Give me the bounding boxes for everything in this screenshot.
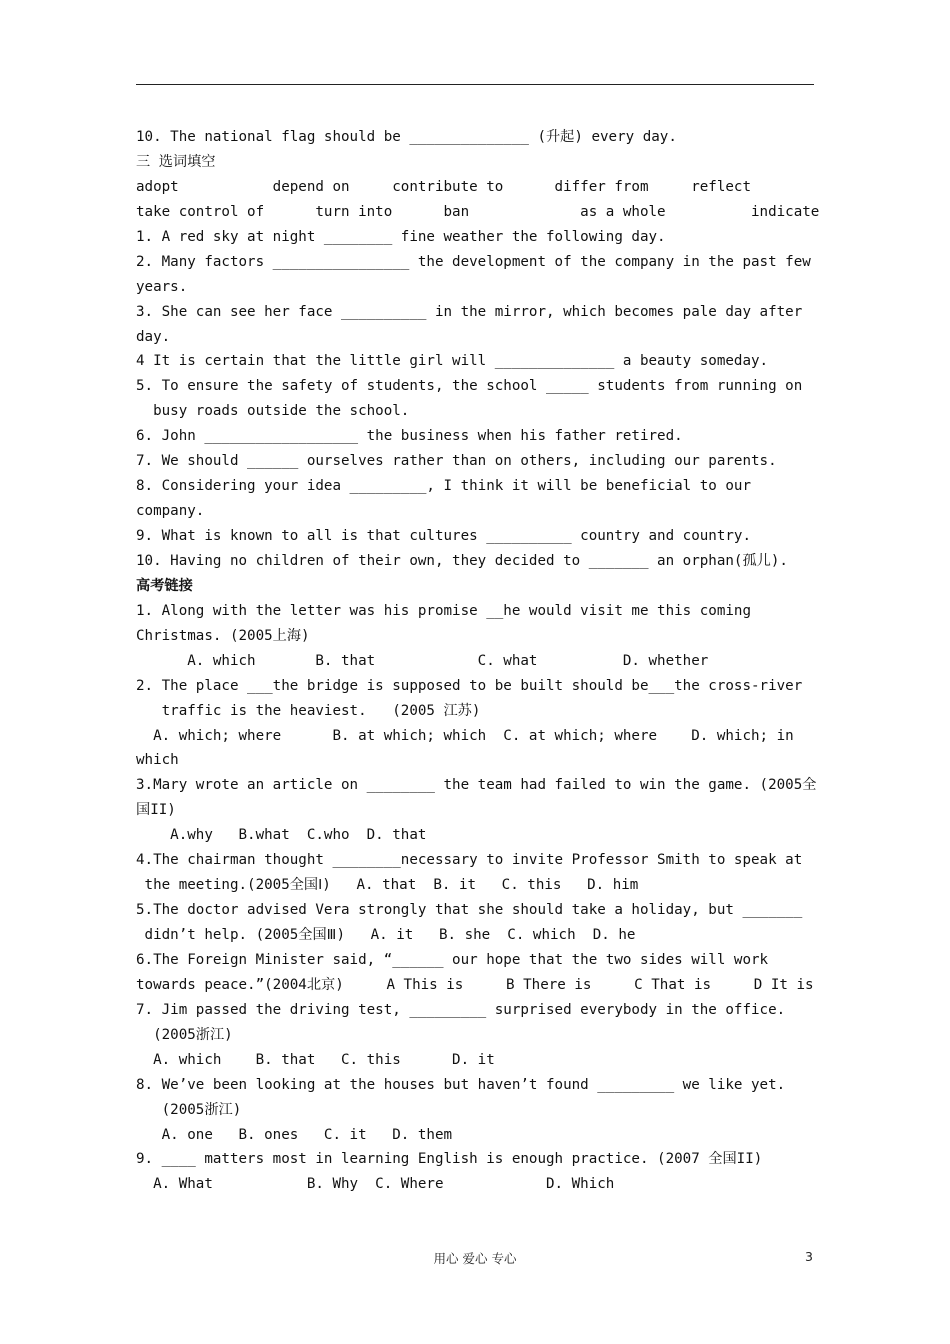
word-bank-row: adopt depend on contribute to differ from reflect [136, 178, 751, 195]
page-number: 3 [805, 1249, 813, 1264]
text-line: 5.The doctor advised Vera strongly that she should take a holiday, but _______ [136, 902, 803, 919]
text-line: company. [136, 503, 205, 520]
text-line: 6.The Foreign Minister said, “______ our hope that the two sides will work [136, 951, 769, 968]
text-line: 国II) [136, 802, 176, 819]
text-line: 4 It is certain that the little girl will ______________ a beauty someday. [136, 353, 769, 370]
text-line: towards peace.”(2004北京) A This is B There is C That is D It is [136, 976, 814, 993]
text-line: 5. To ensure the safety of students, the school _____ students from running on [136, 378, 803, 395]
text-line: 9. What is known to all is that cultures __________ country and country. [136, 528, 751, 544]
section-heading-gaokao: 高考链接 [136, 577, 193, 594]
text-line: 7. We should ______ ourselves rather than on others, including our parents. [136, 453, 777, 470]
text-line: 8. We’ve been looking at the houses but haven’t found _________ we like yet. [136, 1076, 786, 1093]
text-line: busy roads outside the school. [136, 403, 410, 420]
text-line: (2005浙江) [136, 1101, 242, 1118]
text-line: 3.Mary wrote an article on ________ the team had failed to win the game. (2005全 [136, 777, 817, 794]
text-line: years. [136, 278, 188, 295]
options-line: A.why B.what C.who D. that [136, 827, 427, 844]
text-line: 2. The place ___the bridge is supposed to be built should be___the cross-river [136, 677, 803, 694]
text-line: 3. She can see her face __________ in the mirror, which becomes pale day after [136, 303, 803, 320]
word-bank-row: take control of turn into ban as a whole indicate [136, 203, 820, 220]
section-heading: 三 选词填空 [136, 153, 216, 170]
text-line: didn’t help. (2005全国Ⅲ) A. it B. she C. which D. he [136, 927, 636, 943]
text-line: day. [136, 328, 171, 345]
text-line: the meeting.(2005全国Ⅰ) A. that B. it C. this D. him [136, 877, 639, 894]
text-line: 10. The national flag should be ______________ (升起) every day. [136, 129, 677, 145]
text-line: 4.The chairman thought ________necessary to invite Professor Smith to speak at [136, 852, 803, 869]
text-line: 9. ____ matters most in learning English is enough practice. (2007 全国II) [136, 1151, 763, 1168]
text-line: 10. Having no children of their own, they decided to _______ an orphan(孤儿). [136, 552, 788, 569]
text-line: Christmas. (2005上海) [136, 627, 310, 644]
text-line: 1. A red sky at night ________ fine weather the following day. [136, 228, 666, 245]
options-line: A. one B. ones C. it D. them [136, 1126, 453, 1143]
text-line: (2005浙江) [136, 1026, 233, 1043]
options-line: A. What B. Why C. Where D. Which [136, 1176, 615, 1193]
text-line: 2. Many factors ________________ the development of the company in the past few [136, 253, 811, 270]
options-line: A. which B. that C. this D. it [136, 1051, 495, 1068]
text-line: 8. Considering your idea _________, I think it will be beneficial to our [136, 478, 751, 495]
text-line: 7. Jim passed the driving test, _________ surprised everybody in the office. [136, 1001, 786, 1018]
options-line: A. which; where B. at which; which C. at which; where D. which; in [136, 727, 794, 744]
text-line: traffic is the heaviest. (2005 江苏) [136, 702, 481, 719]
document-body [136, 125, 820, 1197]
page-footer: 用心 爱心 专心 [433, 1251, 517, 1266]
options-line: A. which B. that C. what D. whether [136, 652, 709, 669]
text-line: 1. Along with the letter was his promise __he would visit me this coming [136, 602, 751, 619]
text-line: which [136, 752, 179, 769]
text-line: 6. John __________________ the business when his father retired. [136, 428, 683, 445]
header-rule [136, 84, 814, 85]
